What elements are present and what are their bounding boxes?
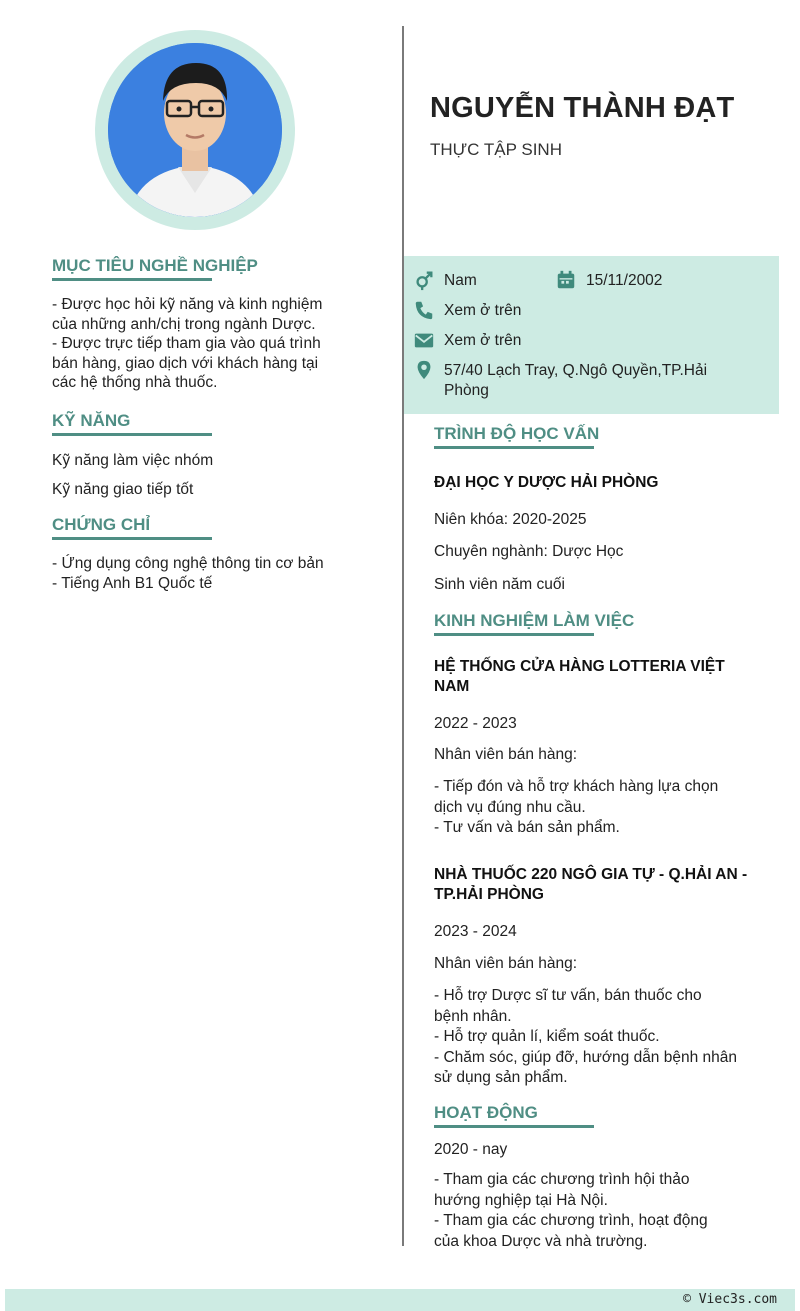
education-title: TRÌNH ĐỘ HỌC VẤN — [434, 424, 600, 443]
phone-value: Xem ở trên — [444, 302, 522, 319]
objective-line: - Được trực tiếp tham gia vào quá trình — [52, 335, 321, 352]
job-description-line: dịch vụ đúng nhu cầu. — [434, 798, 586, 816]
skills-underline — [52, 433, 212, 436]
activity-line: - Tham gia các chương trình hội thảo — [434, 1171, 690, 1188]
candidate-role: THỰC TẬP SINH — [430, 140, 562, 159]
activity-line: - Tham gia các chương trình, hoạt động — [434, 1212, 708, 1229]
objective-line: của những anh/chị trong ngành Dược. — [52, 315, 316, 333]
address-value: 57/40 Lạch Tray, Q.Ngô Quyền,TP.Hải Phòng — [444, 362, 708, 399]
experience-title: KINH NGHIỆM LÀM VIỆC — [434, 611, 635, 630]
job-description-line: - Tư vấn và bán sản phẩm. — [434, 819, 620, 836]
footer-credit: © Viec3s.com — [683, 1292, 777, 1307]
calendar-icon — [555, 269, 577, 291]
job-description-line: - Chăm sóc, giúp đỡ, hướng dẫn bệnh nhân — [434, 1048, 738, 1066]
phone-icon — [413, 299, 435, 321]
objective-underline — [52, 278, 212, 281]
job-description — [434, 777, 718, 839]
job-company-line: NAM — [434, 678, 470, 695]
certificate-item: - Tiếng Anh B1 Quốc tế — [52, 574, 213, 592]
activities-title: HOẠT ĐỘNG — [434, 1103, 538, 1122]
gender-value: Nam — [444, 272, 477, 289]
objective-line: các hệ thống nhà thuốc. — [52, 374, 218, 391]
avatar — [108, 43, 282, 217]
education-major: Chuyên nghành: Dược Học — [434, 543, 624, 560]
email-icon — [413, 329, 435, 351]
column-divider — [402, 26, 404, 1246]
candidate-name: NGUYỄN THÀNH ĐẠT — [430, 92, 735, 124]
skill-item: Kỹ năng giao tiếp tốt — [52, 481, 194, 498]
experience-underline — [434, 633, 594, 636]
certificates-title: CHỨNG CHỈ — [52, 515, 151, 534]
birthday-value: 15/11/2002 — [586, 272, 663, 289]
job-company — [434, 865, 747, 905]
email-value: Xem ở trên — [444, 332, 522, 349]
skills-title: KỸ NĂNG — [52, 411, 131, 430]
certificate-item: - Ứng dụng công nghệ thông tin cơ bản — [52, 555, 324, 572]
job-description-line: - Hỗ trợ quản lí, kiểm soát thuốc. — [434, 1028, 660, 1045]
person-photo-icon — [108, 43, 282, 217]
job-position: Nhân viên bán hàng: — [434, 955, 578, 972]
job-period: 2022 - 2023 — [434, 715, 517, 732]
job-period: 2023 - 2024 — [434, 923, 517, 940]
activities-period: 2020 - nay — [434, 1141, 508, 1158]
job-description — [434, 986, 737, 1089]
job-company-line: TP.HẢI PHÒNG — [434, 886, 544, 903]
skill-item: Kỹ năng làm việc nhóm — [52, 452, 214, 469]
job-description-line: sử dụng sản phẩm. — [434, 1069, 568, 1086]
job-description-line: - Hỗ trợ Dược sĩ tư vấn, bán thuốc cho — [434, 987, 702, 1004]
certificates-list — [52, 554, 324, 593]
certificates-underline — [52, 537, 212, 540]
education-underline — [434, 446, 594, 449]
activity-line: hướng nghiệp tại Hà Nội. — [434, 1191, 608, 1209]
job-company — [434, 657, 725, 697]
objective-title: MỤC TIÊU NGHỀ NGHIỆP — [52, 256, 258, 275]
education-years: Niên khóa: 2020-2025 — [434, 511, 587, 528]
school-name: ĐẠI HỌC Y DƯỢC HẢI PHÒNG — [434, 474, 659, 491]
objective-line: bán hàng, giao dịch với khách hàng tại — [52, 354, 319, 372]
activities-description — [434, 1170, 708, 1252]
job-position: Nhân viên bán hàng: — [434, 746, 578, 763]
location-pin-icon — [413, 359, 435, 381]
job-description-line: - Tiếp đón và hỗ trợ khách hàng lựa chọn — [434, 778, 719, 795]
gender-icon — [413, 269, 435, 291]
job-company-line: NHÀ THUỐC 220 NGÔ GIA TỰ - Q.HẢI AN - — [434, 866, 748, 883]
activities-underline — [434, 1125, 594, 1128]
activity-line: của khoa Dược và nhà trường. — [434, 1232, 648, 1250]
education-status: Sinh viên năm cuối — [434, 576, 565, 593]
objective-text — [52, 295, 322, 393]
job-company-line: HỆ THỐNG CỬA HÀNG LOTTERIA VIỆT — [434, 658, 725, 675]
objective-line: - Được học hỏi kỹ năng và kinh nghiệm — [52, 296, 323, 313]
footer-bar — [5, 1289, 795, 1311]
job-description-line: bệnh nhân. — [434, 1007, 512, 1025]
